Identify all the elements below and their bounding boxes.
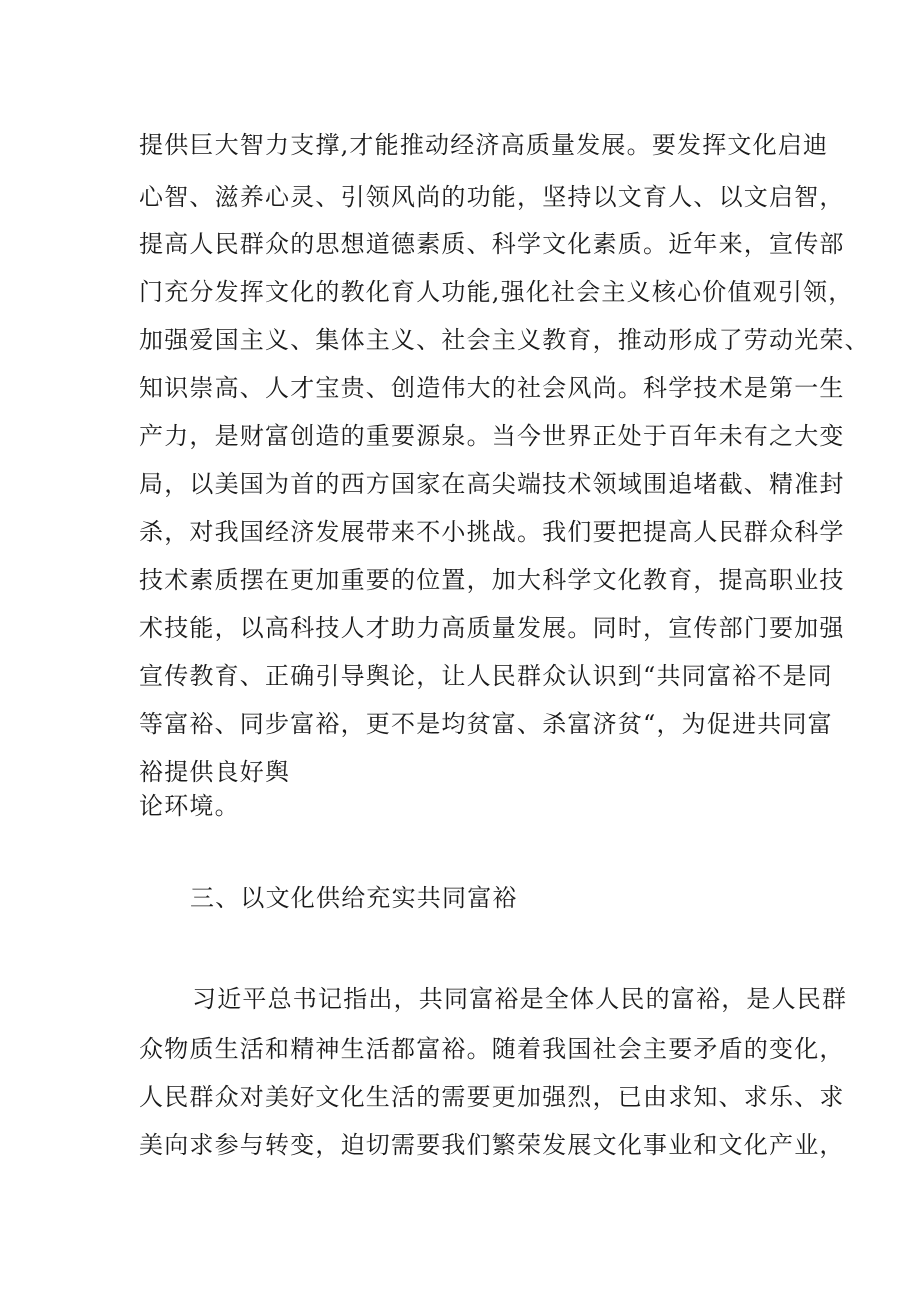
paragraph-line: 加强爱国主义、集体主义、社会主义教育，推动形成了劳动光荣、	[139, 326, 870, 354]
paragraph-line: 杀，对我国经济发展带来不小挑战。我们要把提高人民群众科学	[139, 518, 845, 546]
paragraph-line: 提供巨大智力支撑,才能推动经济高质量发展。要发挥文化启迪	[139, 131, 829, 159]
paragraph-line: 知识崇高、人才宝贵、创造伟大的社会风尚。科学技术是第一生	[139, 374, 845, 402]
paragraph-line: 论环境。	[139, 792, 240, 820]
paragraph-line: 美向求参与转变，迫切需要我们繁荣发展文化事业和文化产业，	[139, 1131, 845, 1159]
paragraph-line: 产力，是财富创造的重要源泉。当今世界正处于百年未有之大变	[139, 422, 845, 450]
paragraph-line: 习近平总书记指出，共同富裕是全体人民的富裕，是人民群	[192, 985, 848, 1013]
paragraph-line: 门充分发挥文化的教化育人功能,强化社会主义核心价值观引领，	[139, 278, 854, 306]
section-heading: 三、以文化供给充实共同富裕	[190, 884, 518, 912]
paragraph-line: 众物质生活和精神生活都富裕。随着我国社会主要矛盾的变化，	[139, 1035, 845, 1063]
paragraph-line: 术技能，以高科技人才助力高质量发展。同时，宣传部门要加强	[139, 614, 845, 642]
paragraph-line: 人民群众对美好文化生活的需要更加强烈，已由求知、求乐、求	[139, 1083, 845, 1111]
paragraph-line: 心智、滋养心灵、引领风尚的功能，坚持以文育人、以文启智，	[139, 183, 845, 211]
paragraph-line: 提高人民群众的思想道德素质、科学文化素质。近年来，宣传部	[139, 230, 845, 258]
paragraph-line: 局，以美国为首的西方国家在高尖端技术领域围追堵截、精准封	[139, 470, 845, 498]
paragraph-line: 裕提供良好舆	[139, 758, 291, 786]
paragraph-line: 宣传教育、正确引导舆论，让人民群众认识到“共同富裕不是同	[139, 662, 833, 690]
paragraph-line: 等富裕、同步富裕，更不是均贫富、杀富济贫“，为促进共同富	[139, 710, 833, 738]
paragraph-line: 技术素质摆在更加重要的位置，加大科学文化教育，提高职业技	[139, 566, 845, 594]
